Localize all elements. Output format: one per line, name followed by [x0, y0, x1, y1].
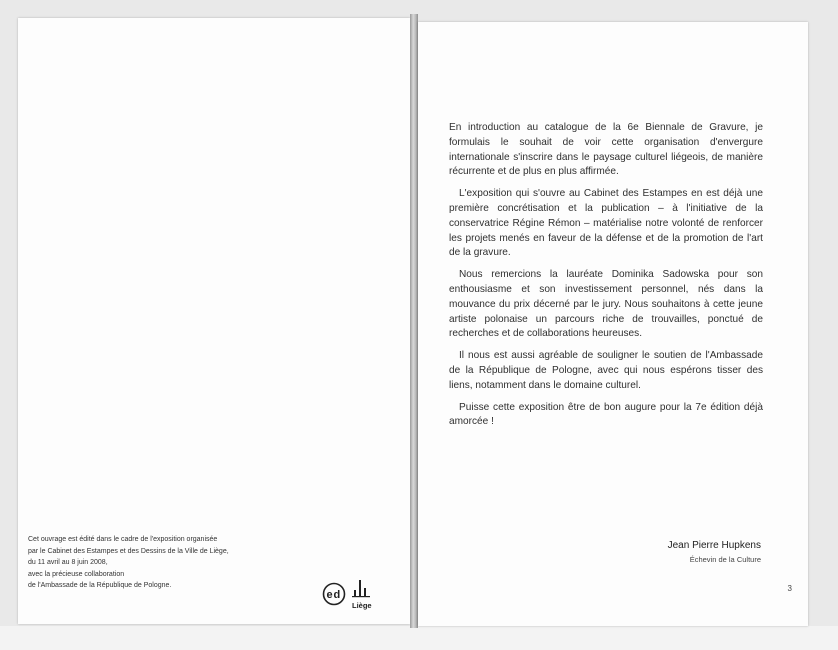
paragraph: Nous remercions la lauréate Dominika Sadowska pour son enthousiasme et son investissement personnel, nés dans la mouvance du prix décerné par le jury. Nous souhaitons à cette jeune artiste polonaise un parcours riche de trouvailles, ponctué de recherches et de collaborations heureuses. [449, 269, 763, 340]
background-surface [0, 626, 838, 650]
liege-logo [352, 576, 380, 610]
left-page [18, 18, 410, 624]
ed-logo [322, 582, 346, 606]
paragraph: En introduction au catalogue de la 6e Biennale de Gravure, je formulais le souhait de voir cette organisation d'envergure internationale s'inscrire dans le paysage culturel liégeois, de manière récurrente et de plus en plus affirmée. [449, 122, 763, 178]
paragraph: Puisse cette exposition être de bon augure pour la 7e édition déjà amorcée ! [449, 401, 763, 428]
colophon-line: du 11 avril au 8 juin 2008, [28, 559, 108, 566]
signature-name: Jean Pierre Hupkens [667, 540, 761, 551]
signature-block [668, 540, 761, 564]
paragraph: Il nous est aussi agréable de souligner le soutien de l'Ambassade de la République de Pologne, avec qui nous espérons tisser des liens, notamment dans le domaine culturel. [449, 350, 763, 391]
colophon [28, 534, 328, 592]
paragraph: L'exposition qui s'ouvre au Cabinet des Estampes en est déjà une première concrétisation et la publication – à l'initiative de la conservatrice Régine Rémon – matérialise notre volonté de renforcer les projets menés en faveur de la défense et de la promotion de l'art de la gravure. [449, 188, 763, 259]
colophon-line: avec la précieuse collaboration [28, 570, 125, 578]
right-page [418, 22, 808, 626]
preface-text [449, 121, 763, 437]
colophon-line: de l'Ambassade de la République de Pologne. [28, 582, 172, 589]
colophon-line: par le Cabinet des Estampes et des Dessins de la Ville de Liège, [28, 547, 229, 555]
liege-logo-text: Liège [352, 601, 372, 610]
signature-title: Échevin de la Culture [689, 555, 761, 564]
book-gutter [410, 14, 418, 628]
colophon-line: Cet ouvrage est édité dans le cadre de l'exposition organisée [28, 536, 218, 543]
liege-bars-icon [352, 576, 380, 598]
svg-text:d: d [333, 589, 341, 601]
page-number: 3 [787, 584, 792, 593]
svg-text:e: e [326, 589, 333, 601]
